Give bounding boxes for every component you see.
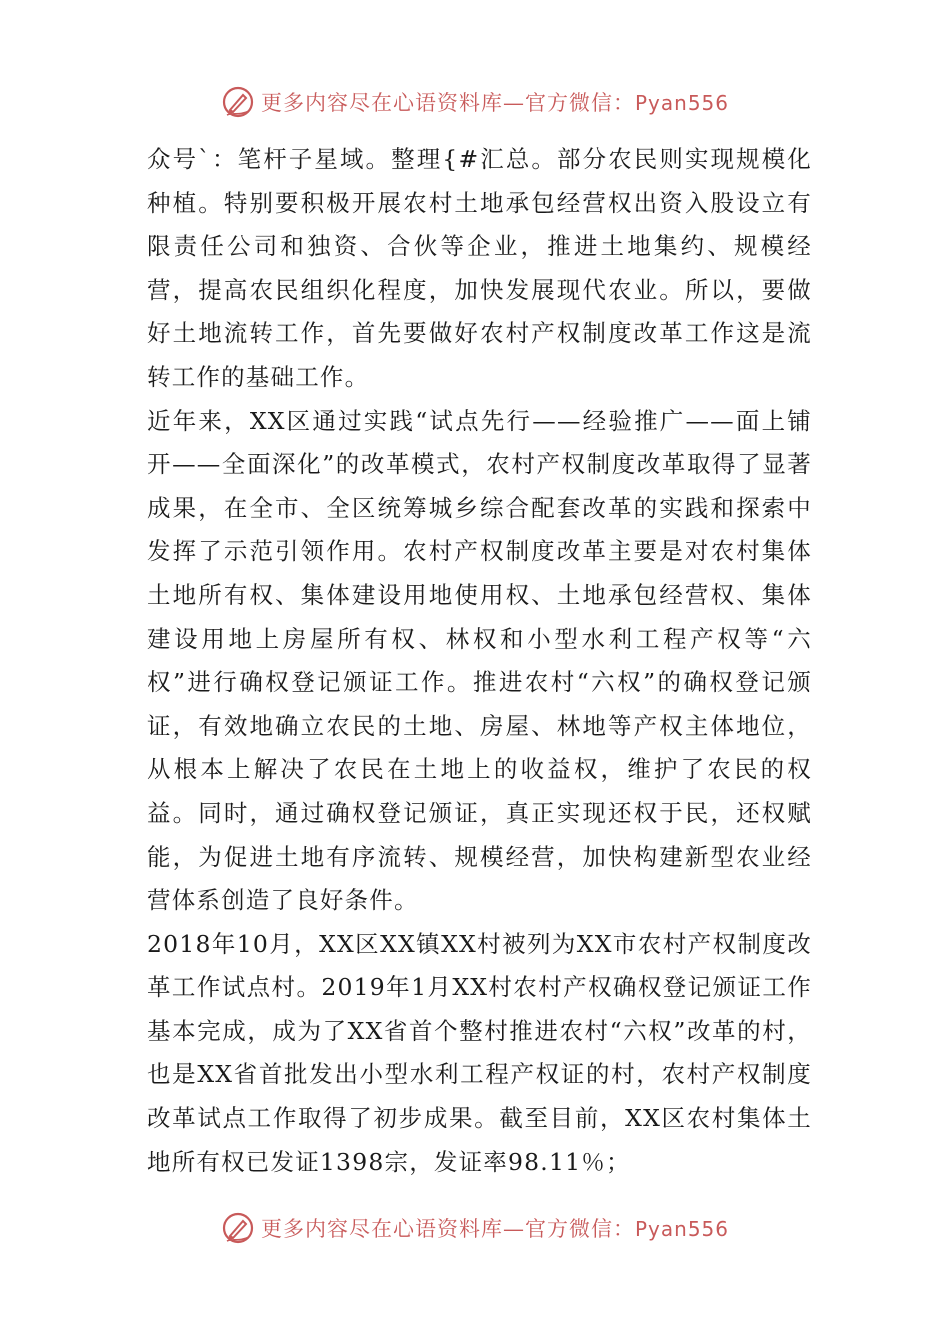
banner-text-id: Pyan556 [634,1217,729,1241]
document-body [147,138,812,1184]
banner-text [261,1213,729,1243]
banner-text-id: Pyan556 [634,91,729,115]
banner-text [261,87,729,117]
paragraph-1: 众号`：笔杆子星域。整理{#汇总。部分农民则实现规模化种植。特别要积极开展农村土地承包经营权出资入股设立有限责任公司和独资、合伙等企业，推进土地集约、规模经营，提高农民组织化程度，加快发展现代农业。所以，要做好土地流转工作，首先要做好农村产权制度改革工作这是流转工作的基础工作。 [147,145,812,391]
banner-text-cn: 更多内容尽在心语资料库—官方微信： [260,1217,635,1241]
paragraph-3: 2018年10月，XX区XX镇XX村被列为XX市农村产权制度改革工作试点村。2019年1月XX村农村产权确权登记颁证工作基本完成，成为了XX省首个整村推进农村“六权”改革的村，也是XX省首批发出小型水利工程产权证的村，农村产权制度改革试点工作取得了初步成果。截至目前，XX区农村集体土地所有权已发证1398宗，发证率98.11％； [147,929,812,1176]
header-watermark-banner [0,82,950,122]
pen-circle-icon [221,1211,255,1245]
pen-circle-icon [221,85,255,119]
footer-watermark-banner [0,1208,950,1248]
banner-text-cn: 更多内容尽在心语资料库—官方微信： [260,91,635,115]
paragraph-2: 近年来，XX区通过实践“试点先行——经验推广——面上铺开——全面深化”的改革模式，农村产权制度改革取得了显著成果，在全市、全区统筹城乡综合配套改革的实践和探索中发挥了示范引领作用。农村产权制度改革主要是对农村集体土地所有权、集体建设用地使用权、土地承包经营权、集体建设用地上房屋所有权、林权和小型水利工程产权等“六权”进行确权登记颁证工作。推进农村“六权”的确权登记颁证，有效地确立农民的土地、房屋、林地等产权主体地位，从根本上解决了农民在土地上的收益权，维护了农民的权益。同时，通过确权登记颁证，真正实现还权于民，还权赋能，为促进土地有序流转、规模经营，加快构建新型农业经营体系创造了良好条件。 [147,406,812,915]
